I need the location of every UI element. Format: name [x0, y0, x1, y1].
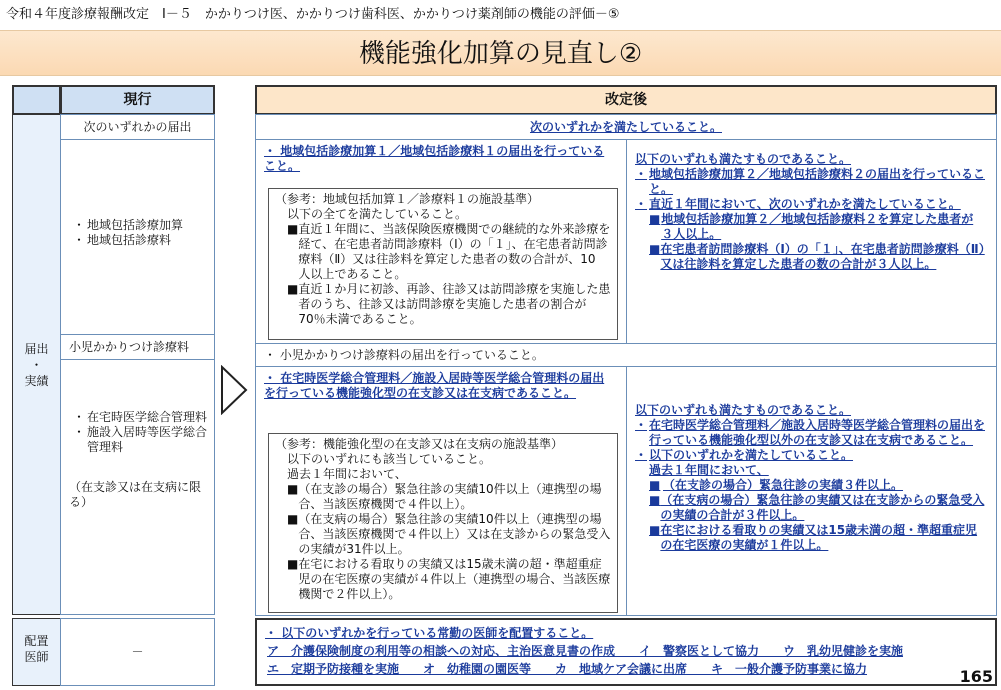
current-group3	[60, 359, 215, 615]
block1-ref-title: （参考：地域包括加算１／診療料１の施設基準）	[275, 192, 540, 206]
revised-block3-right	[626, 366, 997, 616]
block3-reference-box	[268, 433, 618, 613]
block3-right-sub: ■ 在宅における看取りの実績又は15歳未満の超・準超重症児の在宅医療の実績が１件以上。	[649, 523, 978, 552]
block3-right-sub: ■ （在支病の場合）緊急往診の実績又は在支診からの緊急受入の実績の合計が３件以上。	[649, 493, 985, 522]
current-item: ・ 地域包括診療料	[87, 233, 183, 248]
page-title: 機能強化加算の見直し②	[358, 39, 643, 69]
title-bar	[0, 30, 1001, 76]
current-haichi: －	[60, 618, 215, 686]
current-top: 次のいずれかの届出	[60, 114, 215, 140]
block1-ref-intro: 以下の全てを満たしていること。	[287, 207, 468, 221]
current-group2: 小児かかりつけ診療料	[60, 334, 215, 360]
block1-reference-box	[268, 188, 618, 340]
block3-right-item: ・ 以下のいずれかを満たしていること。	[635, 448, 854, 462]
revised-block1-left	[255, 139, 627, 344]
haichi-line2: エ 定期予防接種を実施 オ 幼稚園の園医等 カ 地域ケア会議に出席 キ 一般介護予防事業に協力	[267, 662, 868, 676]
block3-ref-item: ■ 在宅における看取りの実績又は15歳未満の超・準超重症児の在宅医療の実績が４件以上（連携型の場合、当該医療機関で２件以上）。	[287, 557, 611, 601]
block3-ref-intro: 以下のいずれにも該当していること。	[287, 452, 492, 466]
revised-block2: ・ 小児かかりつけ診療料の届出を行っていること。	[255, 343, 997, 367]
block3-ref-intro2: 過去１年間において、	[287, 467, 407, 481]
row-label-haichi: 配置 医師	[24, 634, 49, 664]
header-revised: 改定後	[255, 85, 997, 115]
page-number: 165	[959, 667, 993, 686]
block3-right-intro: 過去１年間において、	[649, 463, 769, 477]
header-blank	[12, 85, 61, 115]
haichi-head: ・ 以下のいずれかを行っている常勤の医師を配置すること。	[265, 626, 594, 640]
block1-ref-item: ■ 直近１年間に、当該保険医療機関での継続的な外来診療を経て、在宅患者訪問診療料（Ⅰ）の「１」、在宅患者訪問診療料（Ⅱ）又は往診料を算定した患者の数の合計が、10 人以上であること。	[287, 222, 611, 281]
arrow-right-icon	[220, 365, 248, 415]
row-label-column	[12, 85, 61, 615]
revised-haichi	[255, 618, 997, 686]
current-item: ・ 施設入居時等医学総合管理料	[87, 425, 212, 455]
block1-right-sub: ■ 在宅患者訪問診療料（Ⅰ）の「１」、在宅患者訪問診療料（Ⅱ）又は往診料を算定した患者の数の合計が３人以上。	[649, 242, 985, 271]
row-label-haichi-cell	[12, 618, 61, 686]
current-group3-note: （在支診又は在支病に限る）	[69, 480, 202, 509]
slide-subtitle: 令和４年度診療報酬改定 Ⅰ－５ かかりつけ医、かかりつけ歯科医、かかりつけ薬剤師の機能の評価－⑤	[6, 7, 620, 22]
current-group1	[60, 139, 215, 335]
revised-top-text: 次のいずれかを満たしていること。	[529, 120, 722, 134]
block3-right-sub: ■ （在支診の場合）緊急往診の実績３件以上。	[649, 478, 904, 492]
block1-ref-item: ■ 直近１か月に初診、再診、往診又は訪問診療を実施した患者のうち、往診又は訪問診療を実施した患者の割合が70％未満であること。	[287, 282, 611, 326]
block3-ref-title: （参考：機能強化型の在支診又は在支病の施設基準）	[275, 437, 564, 451]
block1-right-item: ・ 地域包括診療加算２／地域包括診療料２の届出を行っていること。	[635, 167, 986, 196]
block1-right-head: 以下のいずれも満たすものであること。	[635, 152, 852, 166]
revised-block1-right	[626, 139, 997, 344]
current-item: ・ 在宅時医学総合管理料	[87, 410, 212, 425]
revised-top	[255, 114, 997, 140]
block3-ref-item: ■ （在支病の場合）緊急往診の実績10件以上（連携型の場合、当該医療機関で４件以上）又は在支診からの緊急受入の実績が31件以上。	[287, 512, 611, 556]
block3-ref-item: ■ （在支診の場合）緊急往診の実績10件以上（連携型の場合、当該医療機関で４件以上）。	[287, 482, 602, 511]
block1-right-sub: ■ 地域包括診療加算２／地域包括診療料２を算定した患者が３人以上。	[649, 212, 974, 241]
block1-right-item: ・ 直近１年間において、次のいずれかを満たしていること。	[635, 197, 961, 211]
block2-text: 小児かかりつけ診療料の届出を行っていること。	[279, 348, 544, 362]
block1-left-head: ・ 地域包括診療加算１／地域包括診療料１の届出を行っていること。	[264, 144, 605, 173]
row-label-todokede: 届出 ・ 実績	[24, 342, 49, 388]
header-current: 現行	[60, 85, 215, 115]
block3-left-head: ・ 在宅時医学総合管理料／施設入居時等医学総合管理料の届出を行っている機能強化型の在支診又は在支病であること。	[264, 371, 605, 400]
revised-block3-left	[255, 366, 627, 616]
haichi-line1: ア 介護保険制度の利用等の相談への対応、主治医意見書の作成 イ 警察医として協力 ウ 乳幼児健診を実施	[267, 644, 904, 658]
current-item: ・ 地域包括診療加算	[87, 218, 183, 233]
block3-right-head: 以下のいずれも満たすものであること。	[635, 403, 852, 417]
block3-right-item: ・ 在宅時医学総合管理料／施設入居時等医学総合管理料の届出を行っている機能強化型以外の在支診又は在支病であること。	[635, 418, 986, 447]
